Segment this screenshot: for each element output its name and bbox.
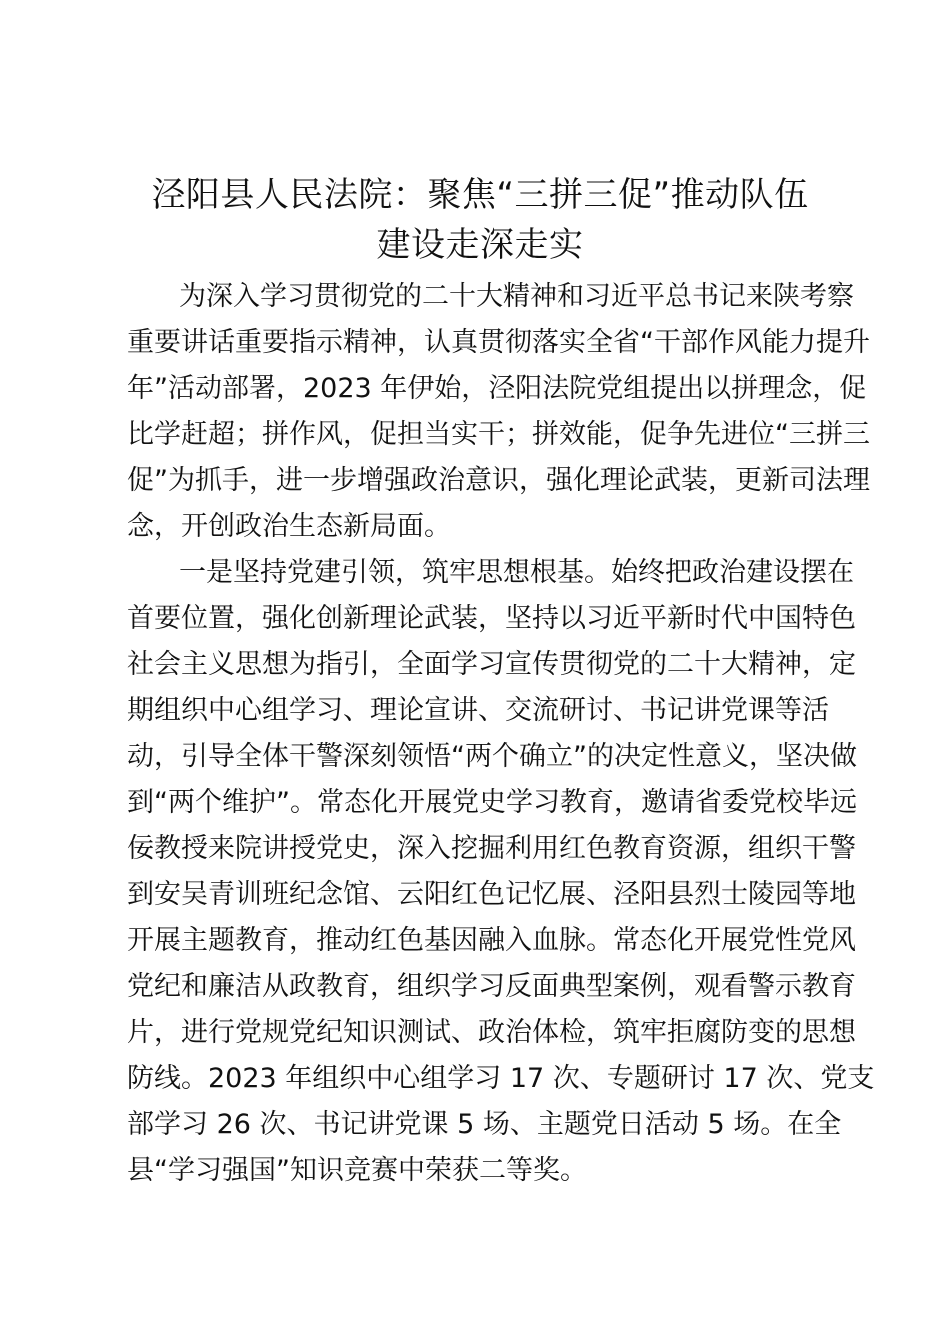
paragraph-line: 期组织中心组学习、理论宣讲、交流研讨、书记讲党课等活 [127,695,829,726]
paragraph-line: 动，引导全体干警深刻领悟“两个确立”的决定性意义，坚决做 [127,741,857,772]
paragraph-line: 党纪和廉洁从政教育，组织学习反面典型案例，观看警示教育 [127,971,856,1002]
paragraph-line: 年”活动部署，2023 年伊始，泾阳法院党组提出以拼理念，促 [127,373,867,404]
paragraph-line: 到安吴青训班纪念馆、云阳红色记忆展、泾阳县烈士陵园等地 [127,879,856,910]
paragraph-line: 社会主义思想为指引，全面学习宣传贯彻党的二十大精神，定 [127,649,856,680]
paragraph-line: 防线。2023 年组织中心组学习 17 次、专题研讨 17 次、党支 [127,1063,875,1094]
paragraph-line: 佞教授来院讲授党史，深入挖掘利用红色教育资源，组织干警 [127,833,856,864]
paragraph-line: 念，开创政治生态新局面。 [127,511,451,542]
paragraph-line: 开展主题教育，推动红色基因融入血脉。常态化开展党性党风 [127,925,856,956]
paragraph-line: 重要讲话重要指示精神，认真贯彻落实全省“干部作风能力提升 [127,327,870,358]
paragraph-line: 比学赶超；拼作风，促担当实干；拼效能，促争先进位“三拼三 [127,419,870,450]
paragraph-line: 为深入学习贯彻党的二十大精神和习近平总书记来陕考察 [179,281,854,312]
paragraph-line: 一是坚持党建引领，筑牢思想根基。始终把政治建设摆在 [179,557,854,588]
paragraph-line: 部学习 26 次、书记讲党课 5 场、主题党日活动 5 场。在全 [127,1109,842,1140]
document-title-line-1: 泾阳县人民法院：聚焦“三拼三促”推动队伍 [151,175,809,215]
paragraph-line: 到“两个维护”。常态化开展党史学习教育，邀请省委党校毕远 [127,787,857,818]
paragraph-line: 促”为抓手，进一步增强政治意识，强化理论武装，更新司法理 [127,465,870,496]
paragraph-line: 片，进行党规党纪知识测试、政治体检，筑牢拒腐防变的思想 [127,1017,856,1048]
paragraph-line: 首要位置，强化创新理论武装，坚持以习近平新时代中国特色 [127,603,856,634]
document-title-line-2: 建设走深走实 [376,225,584,265]
paragraph-line: 县“学习强国”知识竞赛中荣获二等奖。 [127,1155,587,1186]
